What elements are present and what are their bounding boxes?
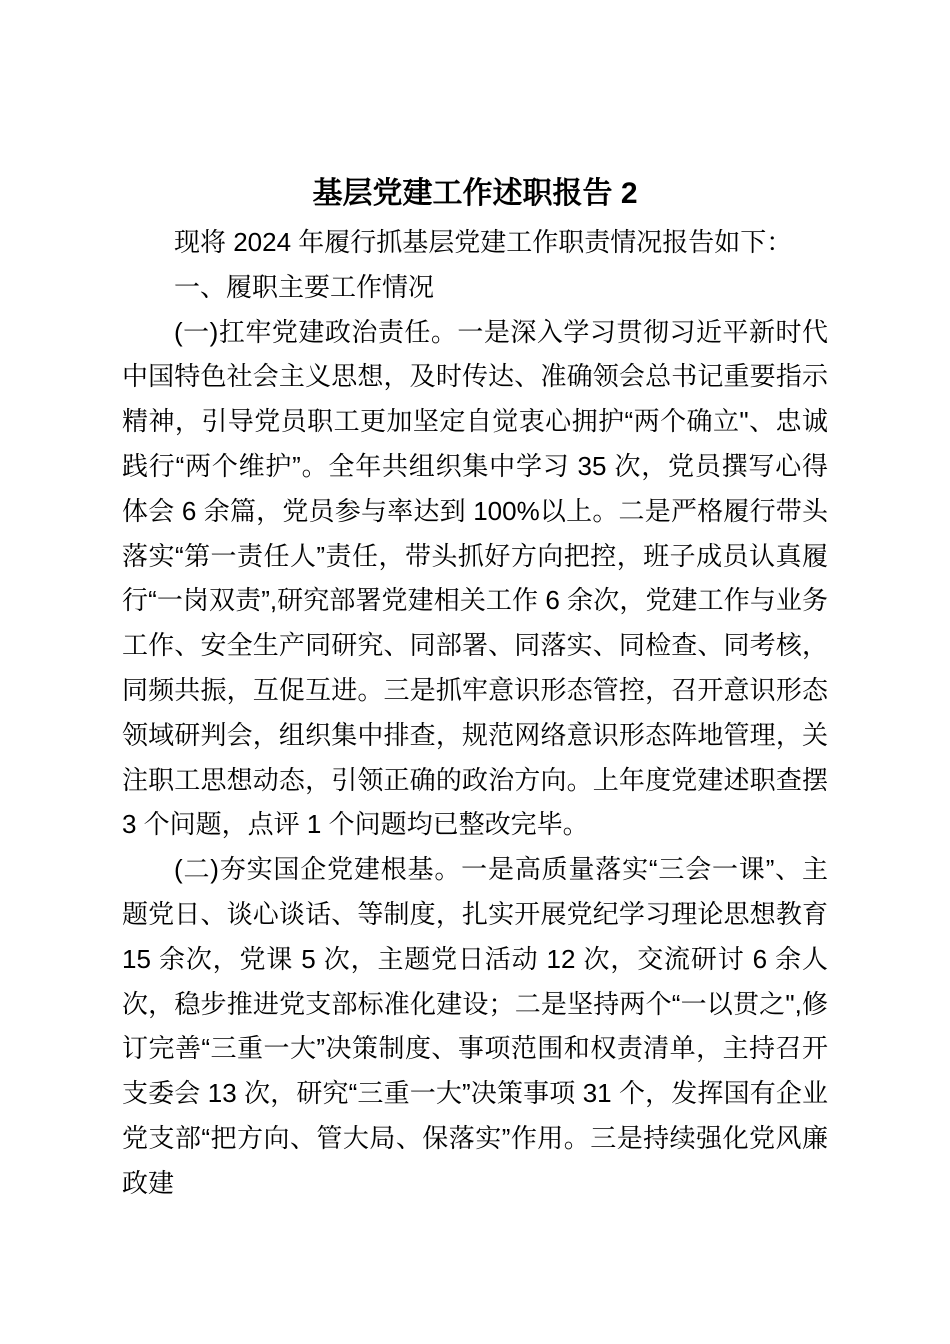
paragraph-intro: 现将 2024 年履行抓基层党建工作职责情况报告如下： xyxy=(174,227,793,257)
document-title: 基层党建工作述职报告 2 xyxy=(312,177,638,210)
paragraph-section-heading: 一、履职主要工作情况 xyxy=(174,271,435,302)
paragraph-item-two: (二)夯实国企党建根基。一是高质量落实“三会一课”、主题党日、谈心谈话、等制度，扎实开展党纪学习理论思想教育 15 余次，党课 5 次，主题党日活动 12 次，交流研讨 6 余人次，稳步推进党支部标准化建设；二是坚持两个“一以贯之",修订完善“三重一大”决策制度、事项范围和权责清单，主持召开支委会 13 次，研究“三重一大”决策事项 31 个，发挥国有企业党支部“把方向、管大局、保落实”作用。三是持续强化党风廉政建 xyxy=(122,854,828,1198)
paragraph-item-one: (一)扛牢党建政治责任。一是深入学习贯彻习近平新时代中国特色社会主义思想，及时传达、准确领会总书记重要指示精神，引导党员职工更加坚定自觉衷心拥护“两个确立"、忠诚践行“两个维护”。全年共组织集中学习 35 次，党员撰写心得体会 6 余篇，党员参与率达到 100%以上。二是严格履行带头落实“第一责任人”责任，带头抓好方向把控，班子成员认真履行“一岗双责”,研究部署党建相关工作 6 余次，党建工作与业务工作、安全生产同研究、同部署、同落实、同检查、同考核，同频共振，互促互进。三是抓牢意识形态管控，召开意识形态领域研判会，组织集中排查，规范网络意识形态阵地管理，关注职工思想动态，引领正确的政治方向。上年度党建述职查摆 3 个问题，点评 1 个问题均已整改完毕。 xyxy=(122,316,828,840)
